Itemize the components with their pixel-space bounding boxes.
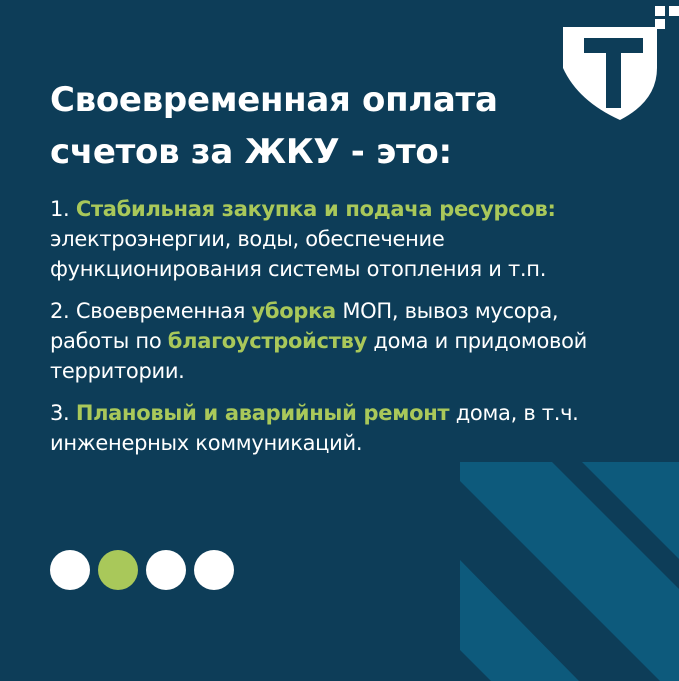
corner-squares-icon	[655, 6, 679, 29]
item-text: МОП, вывоз мусора, работы по	[50, 299, 559, 353]
diagonal-stripes-icon	[460, 462, 679, 681]
item-highlight: Плановый и аварийный ремонт	[75, 401, 450, 425]
title-line-2: счетов за ЖКУ - это:	[50, 132, 452, 172]
item-number: 2.	[50, 299, 70, 323]
item-text: дома, в т.ч. инженерных коммуникаций.	[50, 401, 579, 455]
item-text: Своевременная	[75, 299, 246, 323]
pagination-dot-4[interactable]	[194, 550, 234, 590]
item-highlight: Стабильная закупка и подача ресурсов:	[75, 197, 556, 221]
pagination-dot-1[interactable]	[50, 550, 90, 590]
item-text: электроэнергии, воды, обеспечение функционирования системы отопления и т.п.	[50, 227, 547, 281]
item-highlight: уборка	[251, 299, 336, 323]
logo-icon	[563, 27, 657, 120]
benefits-list	[50, 194, 640, 470]
list-item	[50, 296, 640, 386]
item-text: дома и придомовой территории.	[50, 329, 587, 383]
list-item	[50, 194, 640, 284]
list-item	[50, 398, 640, 458]
item-number: 3.	[50, 401, 70, 425]
item-number: 1.	[50, 197, 70, 221]
page-title	[50, 74, 570, 178]
title-line-1: Своевременная оплата	[50, 80, 498, 120]
item-highlight: благоустройству	[167, 329, 367, 353]
pagination-dot-3[interactable]	[146, 550, 186, 590]
pagination-dot-2[interactable]	[98, 550, 138, 590]
